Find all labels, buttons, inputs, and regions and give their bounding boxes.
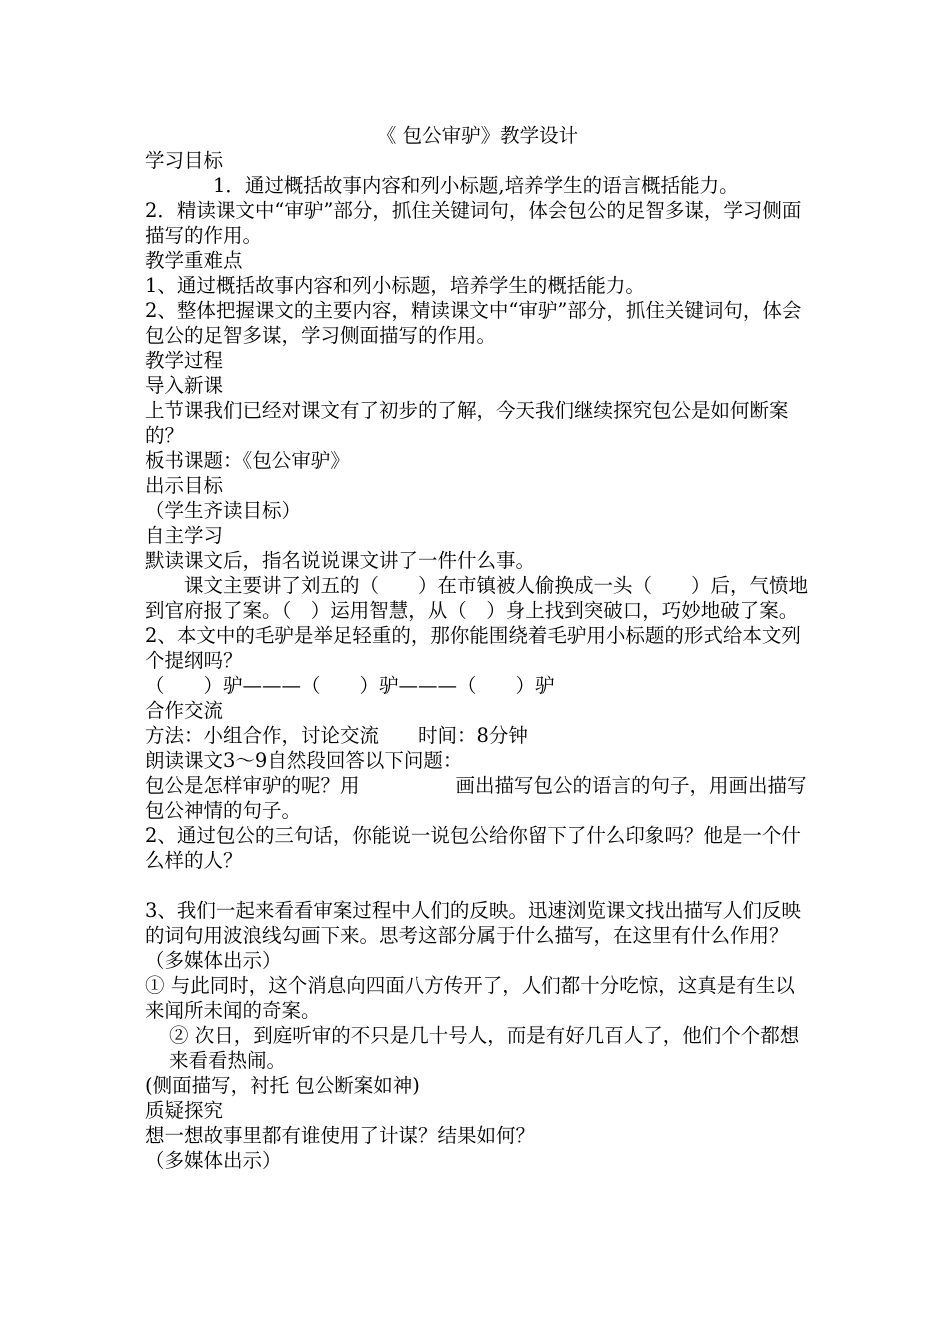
quote-2: ② 次日，到庭听审的不只是几十号人，而是有好几百人了，他们个个都想来看看热闹。	[169, 1024, 800, 1072]
subheading-inquiry: 质疑探究	[145, 1099, 224, 1122]
subheading-intro: 导入新课	[145, 374, 224, 397]
section-heading-process: 教学过程	[145, 349, 224, 372]
objective-2: 2．精读课文中“审驴”部分，抓住关键词句，体会包公的足智多谋，学习侧面描写的作用。	[145, 199, 802, 247]
document-title: 《 包公审驴》教学设计	[376, 124, 579, 147]
intro-paragraph: 上节课我们已经对课文有了初步的了解，今天我们继续探究包公是如何断案的？	[145, 399, 789, 447]
document-page	[145, 123, 810, 1173]
objective-1: 1．通过概括故事内容和列小标题,培养学生的语言概括能力。	[213, 174, 739, 197]
multimedia-note-1: （多媒体出示）	[145, 949, 282, 972]
multimedia-note-2: （多媒体出示）	[145, 1149, 282, 1172]
key-point-2: 2、整体把握课文的主要内容，精读课文中“审驴”部分，抓住关键词句，体会包公的足智多谋，学习侧面描写的作用。	[145, 299, 802, 347]
story-summary-fill-in: 课文主要讲了刘五的（ ）在市镇被人偷换成一头（ ）后，气愤地到官府报了案。（ ）运用智慧，从（ ）身上找到突破口，巧妙地破了案。	[145, 574, 809, 622]
quote-1: ① 与此同时，这个消息向四面八方传开了，人们都十分吃惊，这真是有生以来闻所未闻的奇案。	[145, 974, 795, 1022]
self-study-instruction: 默读课文后，指名说说课文讲了一件什么事。	[145, 549, 536, 572]
key-point-1: 1、通过概括故事内容和列小标题，培养学生的概括能力。	[145, 274, 645, 297]
blank-line	[145, 873, 810, 898]
question-how-trial-end: 画出描写包公的语言的句子，用画出描写包公神情的句子。	[145, 774, 807, 822]
question-reaction: 3、我们一起来看看审案过程中人们的反映。迅速浏览课文找出描写人们反映的词句用波浪线勾画下来。思考这部分属于什么描写，在这里有什么作用？	[145, 899, 801, 947]
students-read-objectives: （学生齐读目标）	[145, 499, 302, 522]
side-description-note: (侧面描写，衬托 包公断案如神)	[145, 1074, 420, 1097]
subheading-cooperation: 合作交流	[145, 699, 224, 722]
subheading-self-study: 自主学习	[145, 524, 224, 547]
subheading-show-objectives: 出示目标	[145, 474, 224, 497]
board-title-line: 板书课题：《包公审驴》	[145, 449, 350, 472]
outline-blanks: （ ）驴———（ ）驴———（ ）驴	[145, 674, 555, 697]
question-impression: 2、通过包公的三句话，你能说一说包公给你留下了什么印象吗？他是一个什么样的人？	[145, 824, 801, 872]
section-heading-key-points: 教学重难点	[145, 249, 243, 272]
question-how-trial-start: 包公是怎样审驴的呢？用	[145, 774, 360, 797]
question-how-trial	[145, 773, 810, 823]
section-heading-objectives: 学习目标	[145, 149, 224, 172]
reading-task: 朗读课文3～9自然段回答以下问题：	[145, 749, 463, 772]
outline-question: 2、本文中的毛驴是举足轻重的，那你能围绕着毛驴用小标题的形式给本文列个提纲吗？	[145, 624, 801, 672]
method-and-time: 方法：小组合作，讨论交流 时间：8分钟	[145, 724, 528, 747]
inquiry-question: 想一想故事里都有谁使用了计谋？结果如何？	[145, 1124, 536, 1147]
